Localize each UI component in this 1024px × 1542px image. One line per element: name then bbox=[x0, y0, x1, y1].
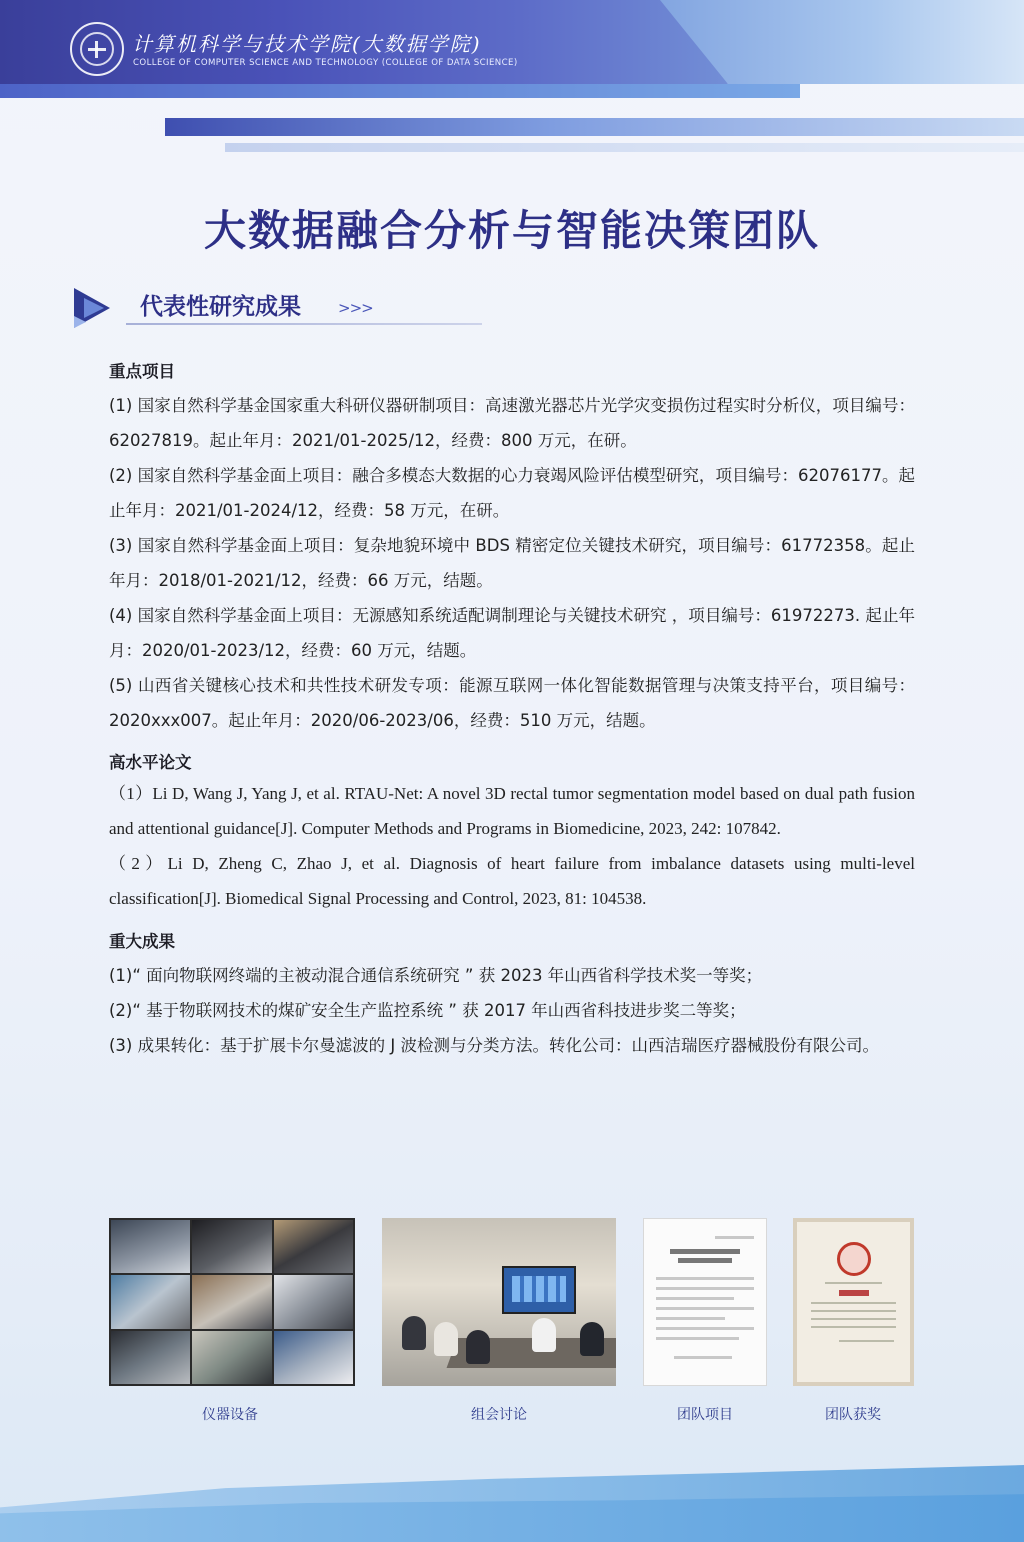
project-document-photo bbox=[643, 1218, 767, 1386]
header-band bbox=[0, 0, 1024, 160]
equipment-tile bbox=[274, 1331, 353, 1384]
header-stripe bbox=[165, 118, 1024, 136]
equipment-tile bbox=[111, 1331, 190, 1384]
doc-heading bbox=[670, 1249, 740, 1254]
equipment-tile bbox=[192, 1220, 271, 1273]
paper-item: （2）Li D, Zheng C, Zhao J, et al. Diagnosis of heart failure from imbalance datasets using multi-level classification[J]. Biomedical Signal Processing and Control, 2023, 81: 104538. bbox=[109, 854, 915, 908]
equipment-tile bbox=[192, 1275, 271, 1328]
meeting-person bbox=[466, 1330, 490, 1364]
spacer bbox=[109, 916, 915, 926]
doc-line bbox=[656, 1307, 754, 1310]
achievement-item: (1)“ 面向物联网终端的主被动混合通信系统研究 ” 获 2023 年山西省科学技术奖一等奖； bbox=[109, 966, 763, 985]
college-name-en: COLLEGE OF COMPUTER SCIENCE AND TECHNOLOGY (COLLEGE OF DATA SCIENCE) bbox=[133, 58, 518, 68]
equipment-tile bbox=[274, 1275, 353, 1328]
meeting-person bbox=[402, 1316, 426, 1350]
header-stripe bbox=[225, 143, 1024, 152]
meeting-person bbox=[580, 1322, 604, 1356]
photo-caption: 仪器设备 bbox=[202, 1407, 258, 1423]
college-logo-icon bbox=[70, 22, 124, 76]
photo-caption: 团队项目 bbox=[677, 1407, 733, 1423]
section-arrows-icon: >>> bbox=[338, 299, 373, 317]
project-item: (1) 国家自然科学基金国家重大科研仪器研制项目：高速激光器芯片光学灾变损伤过程实时分析仪，项目编号：62027819。起止年月：2021/01-2025/12，经费：800 万元，在研。 bbox=[109, 396, 915, 450]
doc-heading bbox=[678, 1258, 732, 1263]
cert-line bbox=[811, 1326, 896, 1328]
certificate-seal-icon bbox=[837, 1242, 871, 1276]
key-projects-heading: 重点项目 bbox=[109, 362, 175, 381]
meeting-person bbox=[532, 1318, 556, 1352]
content-body bbox=[109, 356, 915, 1063]
project-item: (4) 国家自然科学基金面上项目：无源感知系统适配调制理论与关键技术研究 ，项目编号：61972273. 起止年月：2020/01-2023/12，经费：60 万元，结题。 bbox=[109, 606, 915, 660]
doc-line bbox=[656, 1297, 734, 1300]
award-certificate-photo bbox=[793, 1218, 914, 1386]
section-underline bbox=[126, 323, 482, 325]
page-title: 大数据融合分析与智能决策团队 bbox=[203, 206, 820, 255]
college-logo-emblem bbox=[80, 32, 114, 66]
project-item: (5) 山西省关键核心技术和共性技术研发专项：能源互联网一体化智能数据管理与决策支持平台，项目编号：2020xxx007。起止年月：2020/06-2023/06，经费：510 万元，结题。 bbox=[109, 676, 915, 730]
meeting-person bbox=[434, 1322, 458, 1356]
cert-line bbox=[811, 1302, 896, 1304]
cert-title-mark bbox=[839, 1290, 869, 1296]
equipment-tile bbox=[111, 1220, 190, 1273]
achievements-heading: 重大成果 bbox=[109, 932, 175, 951]
achievement-item: (2)“ 基于物联网技术的煤矿安全生产监控系统 ” 获 2017 年山西省科技进步奖二等奖； bbox=[109, 1001, 746, 1020]
equipment-tile bbox=[111, 1275, 190, 1328]
section-title: 代表性研究成果 bbox=[140, 294, 301, 320]
cert-line bbox=[811, 1310, 896, 1312]
papers-heading: 高水平论文 bbox=[109, 753, 192, 772]
meeting-photo bbox=[382, 1218, 616, 1386]
meeting-screen bbox=[502, 1266, 576, 1314]
cert-line bbox=[839, 1340, 895, 1342]
doc-line bbox=[656, 1277, 754, 1280]
spacer bbox=[109, 738, 915, 750]
photo-caption: 团队获奖 bbox=[825, 1407, 881, 1423]
equipment-tile bbox=[274, 1220, 353, 1273]
project-item: (3) 国家自然科学基金面上项目：复杂地貌环境中 BDS 精密定位关键技术研究，项目编号：61772358。起止年月：2018/01-2021/12，经费：66 万元，结题。 bbox=[109, 536, 915, 590]
header-stripe bbox=[0, 84, 800, 98]
doc-line bbox=[656, 1327, 754, 1330]
college-name-cn: 计算机科学与技术学院(大数据学院) bbox=[132, 32, 482, 56]
project-item: (2) 国家自然科学基金面上项目：融合多模态大数据的心力衰竭风险评估模型研究，项目编号：62076177。起止年月：2021/01-2024/12，经费：58 万元，在研。 bbox=[109, 466, 915, 520]
doc-line bbox=[715, 1236, 754, 1239]
cert-line bbox=[811, 1318, 896, 1320]
photo-caption: 组会讨论 bbox=[471, 1407, 527, 1423]
doc-line bbox=[656, 1337, 739, 1340]
doc-line bbox=[674, 1356, 733, 1359]
doc-line bbox=[656, 1317, 725, 1320]
doc-line bbox=[656, 1287, 754, 1290]
equipment-tile bbox=[192, 1331, 271, 1384]
achievement-item: (3) 成果转化：基于扩展卡尔曼滤波的 J 波检测与分类方法。转化公司：山西洁瑞医疗器械股份有限公司。 bbox=[109, 1036, 879, 1055]
section-play-icon bbox=[70, 286, 114, 330]
paper-item: （1）Li D, Wang J, Yang J, et al. RTAU-Net: A novel 3D rectal tumor segmentation model based on dual path fusion and attentional guidance[J]. Computer Methods and Programs in Biomedicine, 2023, 242: 107842. bbox=[109, 784, 915, 838]
equipment-photo bbox=[109, 1218, 355, 1386]
cert-line bbox=[825, 1282, 882, 1284]
